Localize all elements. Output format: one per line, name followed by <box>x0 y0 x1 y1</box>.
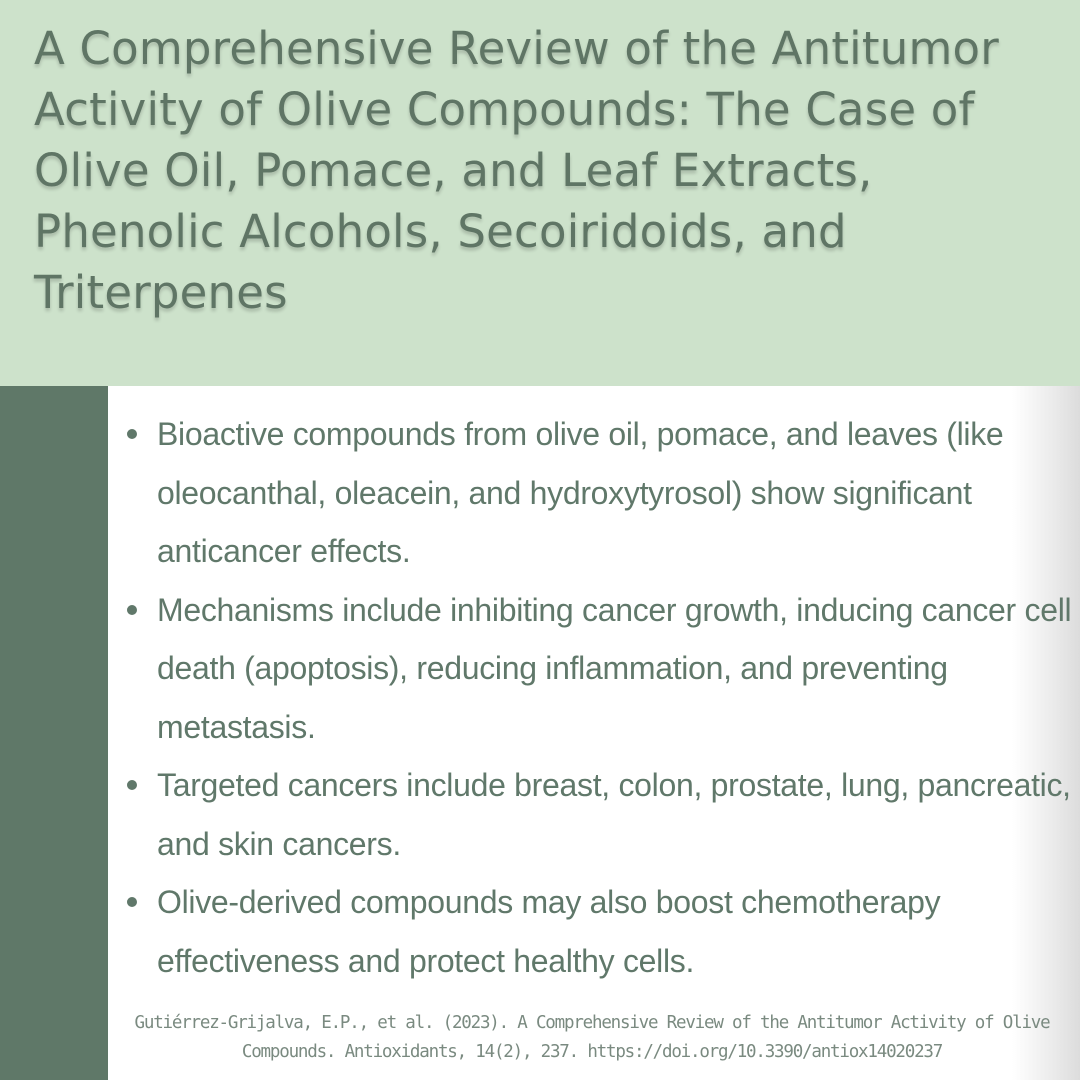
page-title: A Comprehensive Review of the Antitumor Activity of Olive Compounds: The Case of Olive Oil, Pomace, and Leaf Extracts, Phenolic Alcohols, Secoiridoids, and Triterpenes <box>34 22 999 319</box>
citation: Gutiérrez-Grijalva, E.P., et al. (2023). A Comprehensive Review of the Antitumor Activity of Olive Compounds. Antioxidants, 14(2), 237. https://doi.org/10.3390/antiox14020237 <box>134 1013 1050 1062</box>
list-item <box>157 756 1075 873</box>
bullet-dot-icon <box>127 780 137 790</box>
bullet-text: Targeted cancers include breast, colon, prostate, lung, pancreatic, and skin cancers. <box>157 767 1071 862</box>
bullet-dot-icon <box>127 897 137 907</box>
list-item <box>157 873 1075 990</box>
bullet-dot-icon <box>127 429 137 439</box>
list-item <box>157 581 1075 757</box>
title-banner <box>0 0 1080 386</box>
bullet-dot-icon <box>127 605 137 615</box>
list-item <box>157 405 1075 581</box>
bullet-text: Bioactive compounds from olive oil, pomace, and leaves (like oleocanthal, oleacein, and hydroxytyrosol) show significant anticancer effects. <box>157 416 1004 569</box>
bullet-text: Mechanisms include inhibiting cancer growth, inducing cancer cell death (apoptosis), reducing inflammation, and preventing metastasis. <box>157 591 1072 745</box>
sidebar-accent-bar <box>0 386 108 1080</box>
bullet-list <box>157 405 1075 990</box>
bullet-text: Olive-derived compounds may also boost chemotherapy effectiveness and protect healthy cells. <box>157 884 941 979</box>
